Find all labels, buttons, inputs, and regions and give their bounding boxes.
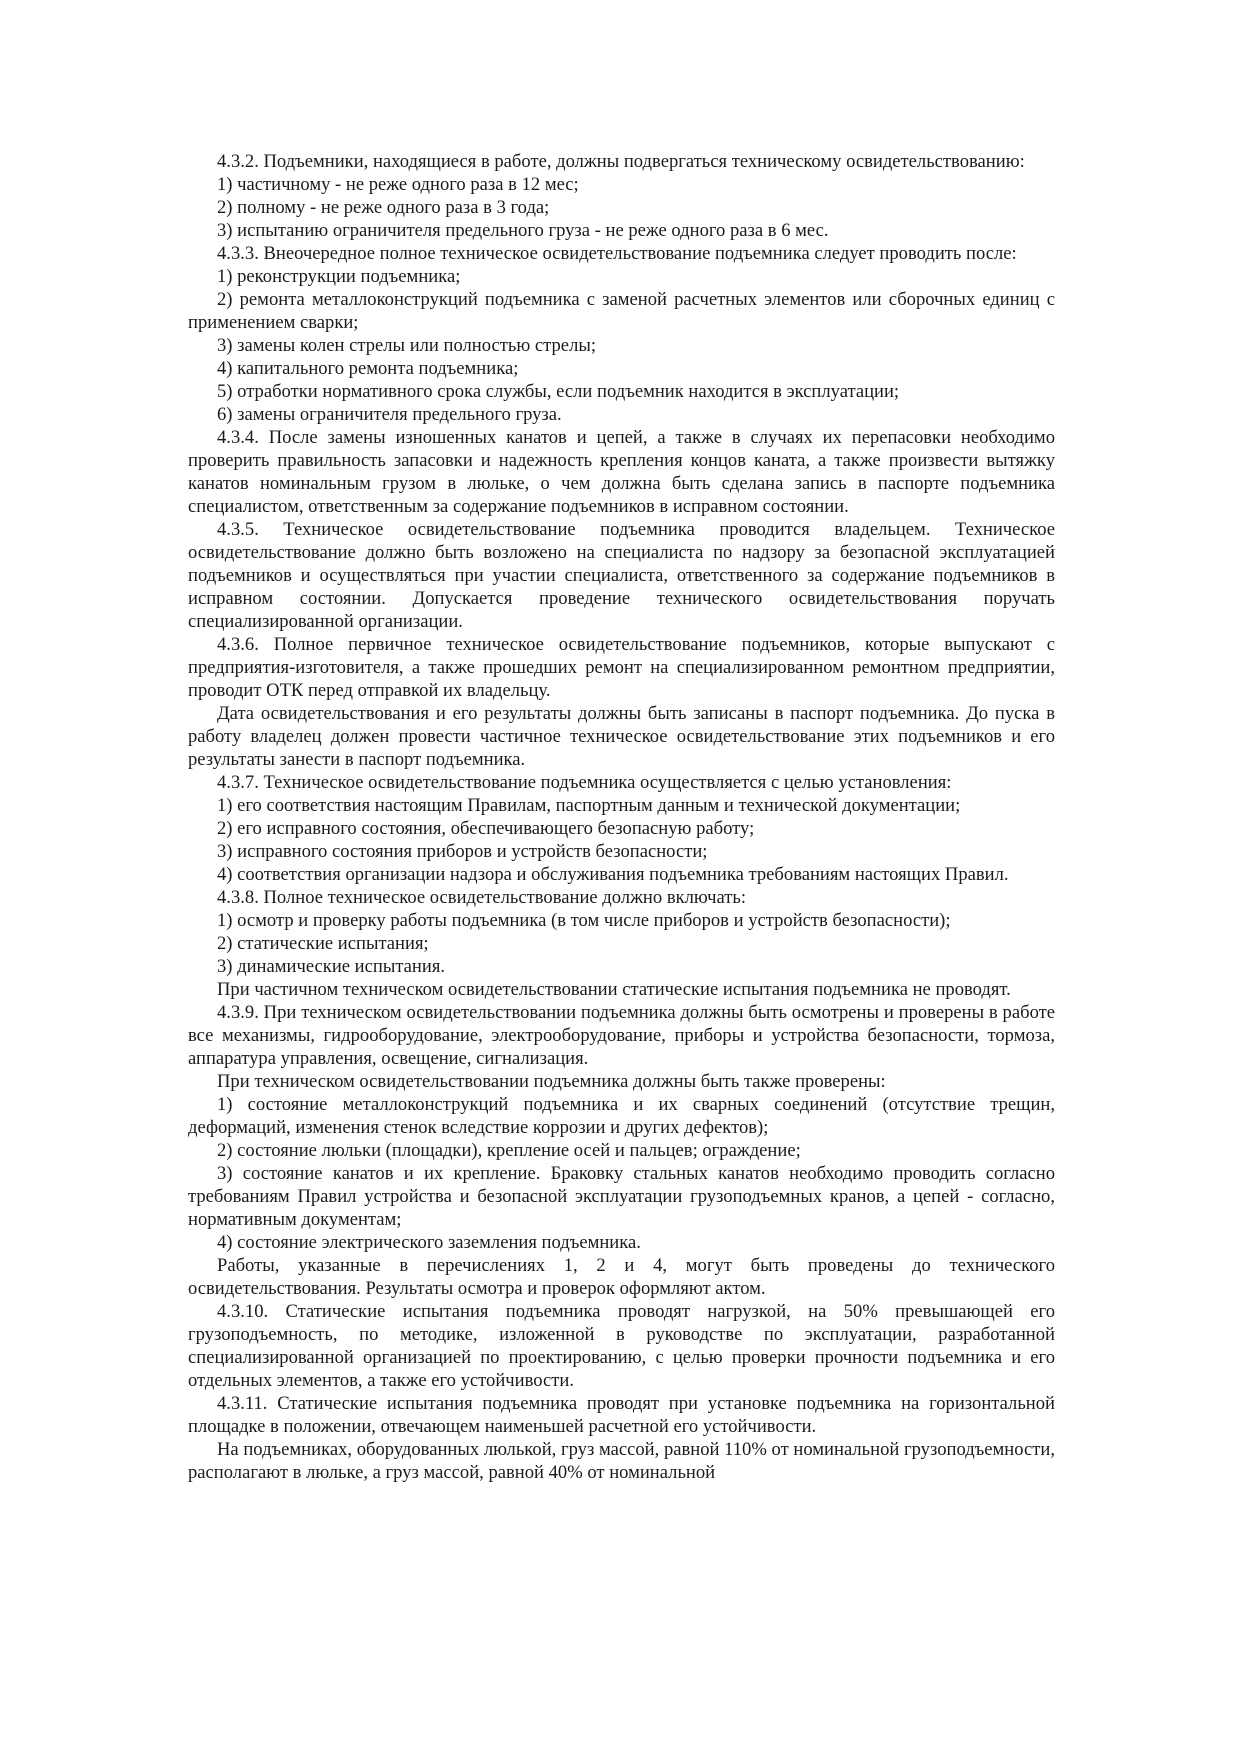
list-item: 2) его исправного состояния, обеспечивающего безопасную работу; [217,818,755,839]
list-item: 2) полному - не реже одного раза в 3 года; [217,197,550,218]
paragraph: На подъемниках, оборудованных люлькой, груз массой, равной 110% от номинальной грузоподъемности, располагают в люльке, а груз массой, равной 40% от номинальной [188,1439,1055,1483]
paragraph-4-3-10: 4.3.10. Статические испытания подъемника проводят нагрузкой, на 50% превышающей его грузоподъемность, по методике, изложенной в руководстве по эксплуатации, разработанной специализированной организацией по проектированию, с целью проверки прочности подъемника и его отдельных элементов, а также его устойчивости. [188,1301,1055,1391]
list-item: 2) статические испытания; [217,933,429,954]
list-item: 2) ремонта металлоконструкций подъемника с заменой расчетных элементов или сборочных единиц с применением сварки; [188,289,1055,333]
list-item: 1) реконструкции подъемника; [217,266,461,287]
list-item: 3) испытанию ограничителя предельного груза - не реже одного раза в 6 мес. [217,220,829,241]
paragraph-4-3-4: 4.3.4. После замены изношенных канатов и цепей, а также в случаях их перепасовки необходимо проверить правильность запасовки и надежность крепления концов каната, а также произвести вытяжку канатов номинальным грузом в люльке, о чем должна быть сделана запись в паспорте подъемника специалистом, ответственным за содержание подъемников в исправном состоянии. [188,427,1055,517]
paragraph: При частичном техническом освидетельствовании статические испытания подъемника не проводят. [217,979,1011,1000]
list-item: 1) состояние металлоконструкций подъемника и их сварных соединений (отсутствие трещин, деформаций, изменения стенок вследствие коррозии и других дефектов); [188,1094,1055,1138]
paragraph-4-3-7: 4.3.7. Техническое освидетельствование подъемника осуществляется с целью установления: [217,772,952,793]
paragraph: При техническом освидетельствовании подъемника должны быть также проверены: [217,1071,886,1092]
paragraph: Работы, указанные в перечислениях 1, 2 и 4, могут быть проведены до технического освидетельствования. Результаты осмотра и проверок оформляют актом. [188,1255,1055,1299]
paragraph-4-3-6: 4.3.6. Полное первичное техническое освидетельствование подъемников, которые выпускают с предприятия-изготовителя, а также прошедших ремонт на специализированном ремонтном предприятии, проводит ОТК перед отправкой их владельцу. [188,634,1055,701]
paragraph-4-3-2: 4.3.2. Подъемники, находящиеся в работе, должны подвергаться техническому освидетельствованию: [217,151,1025,172]
list-item: 4) соответствия организации надзора и обслуживания подъемника требованиям настоящих Правил. [217,864,1009,885]
paragraph: Дата освидетельствования и его результаты должны быть записаны в паспорт подъемника. До пуска в работу владелец должен провести частичное техническое освидетельствование этих подъемников и его результаты занести в паспорт подъемника. [188,703,1055,770]
list-item: 6) замены ограничителя предельного груза. [217,404,562,425]
list-item: 3) динамические испытания. [217,956,446,977]
list-item: 3) состояние канатов и их крепление. Браковку стальных канатов необходимо проводить согласно требованиям Правил устройства и безопасной эксплуатации грузоподъемных кранов, а цепей - согласно, нормативным документам; [188,1163,1055,1230]
list-item: 1) осмотр и проверку работы подъемника (в том числе приборов и устройств безопасности); [217,910,951,931]
paragraph-4-3-8: 4.3.8. Полное техническое освидетельствование должно включать: [217,887,746,908]
paragraph-4-3-3: 4.3.3. Внеочередное полное техническое освидетельствование подъемника следует проводить после: [217,243,1017,264]
list-item: 1) частичному - не реже одного раза в 12 мес; [217,174,579,195]
list-item: 3) замены колен стрелы или полностью стрелы; [217,335,597,356]
list-item: 4) капитального ремонта подъемника; [217,358,519,379]
list-item: 2) состояние люльки (площадки), крепление осей и пальцев; ограждение; [217,1140,801,1161]
document-page [188,150,1055,1484]
list-item: 1) его соответствия настоящим Правилам, паспортным данным и технической документации; [217,795,961,816]
paragraph-4-3-5: 4.3.5. Техническое освидетельствование подъемника проводится владельцем. Техническое освидетельствование должно быть возложено на специалиста по надзору за безопасной эксплуатацией подъемников и осуществляться при участии специалиста, ответственного за содержание подъемников в исправном состоянии. Допускается проведение технического освидетельствования поручать специализированной организации. [188,519,1055,632]
list-item: 4) состояние электрического заземления подъемника. [217,1232,641,1253]
list-item: 3) исправного состояния приборов и устройств безопасности; [217,841,708,862]
paragraph-4-3-9: 4.3.9. При техническом освидетельствовании подъемника должны быть осмотрены и проверены в работе все механизмы, гидрооборудование, электрооборудование, приборы и устройства безопасности, тормоза, аппаратура управления, освещение, сигнализация. [188,1002,1055,1069]
list-item: 5) отработки нормативного срока службы, если подъемник находится в эксплуатации; [217,381,900,402]
paragraph-4-3-11: 4.3.11. Статические испытания подъемника проводят при установке подъемника на горизонтальной площадке в положении, отвечающем наименьшей расчетной его устойчивости. [188,1393,1055,1437]
